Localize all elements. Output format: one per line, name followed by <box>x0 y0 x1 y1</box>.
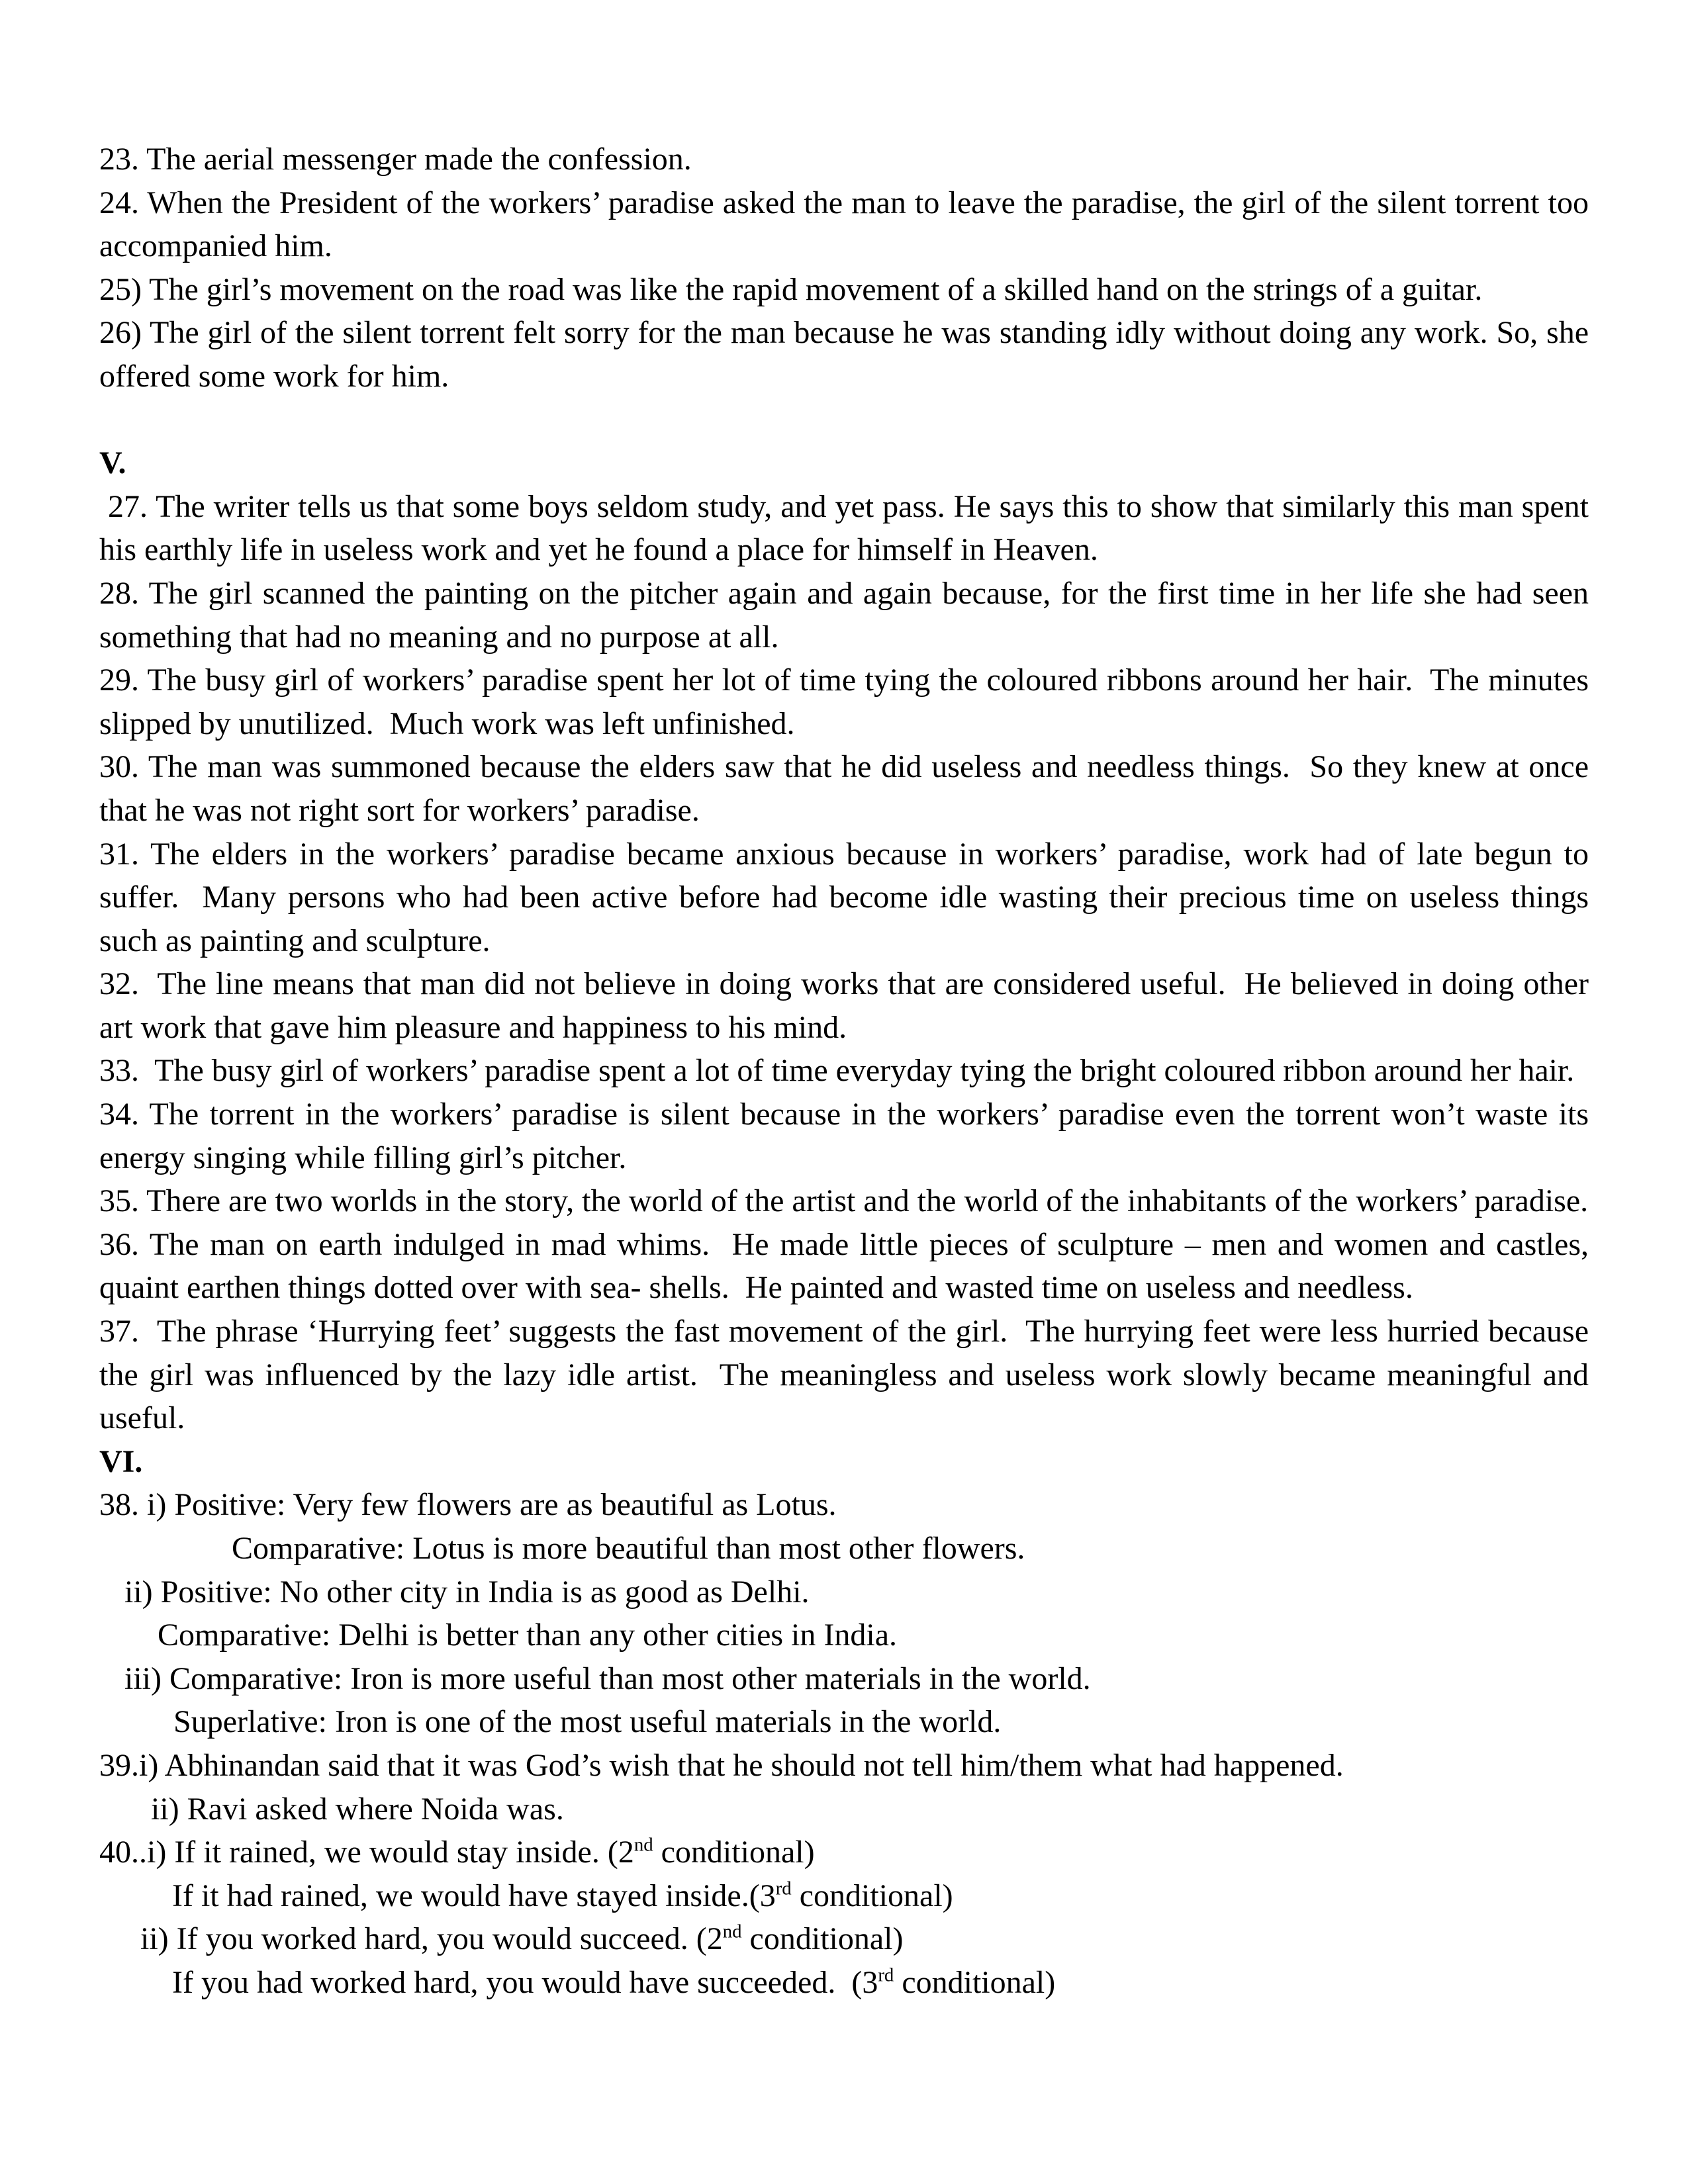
ordinal-suffix: rd <box>878 1964 894 1986</box>
answer-29: 29. The busy girl of workers’ paradise spent her lot of time tying the coloured ribbons around her hair. The minutes slipped by unutilized. Much work was left unfinished. <box>99 662 1597 741</box>
answer-38-i-positive: 38. i) Positive: Very few flowers are as beautiful as Lotus. <box>99 1487 837 1523</box>
answer-39-i: 39.i) Abhinandan said that it was God’s wish that he should not tell him/them what had happened. <box>99 1747 1344 1783</box>
answer-38-ii-comparative: Comparative: Delhi is better than any other cities in India. <box>158 1617 898 1653</box>
answer-28: 28. The girl scanned the painting on the pitcher again and again because, for the first time in her life she had seen something that had no meaning and no purpose at all. <box>99 575 1589 655</box>
answer-34: 34. The torrent in the workers’ paradise is silent because in the workers’ paradise even the torrent won’t waste its energy singing while filling girl’s pitcher. <box>99 1097 1589 1175</box>
section-vi-heading: VI. <box>99 1443 143 1479</box>
answer-39-ii: ii) Ravi asked where Noida was. <box>151 1791 564 1827</box>
sentence-text: If you had worked hard, you would have succeeded. (3 <box>172 1964 878 2000</box>
ordinal-suffix: nd <box>722 1921 742 1943</box>
answer-38-ii-positive: ii) Positive: No other city in India is as good as Delhi. <box>124 1574 810 1610</box>
sentence-text: conditional) <box>791 1878 953 1913</box>
sentence-text: If it had rained, we would have stayed inside.(3 <box>172 1878 776 1913</box>
section-v-heading: V. <box>99 445 126 481</box>
sentence-text: conditional) <box>653 1835 815 1870</box>
answer-40-i-third-conditional <box>99 1874 1589 1918</box>
answer-38-iii-superlative: Superlative: Iron is one of the most useful materials in the world. <box>173 1704 1002 1740</box>
answer-37: 37. The phrase ‘Hurrying feet’ suggests the fast movement of the girl. The hurrying feet were less hurried because the girl was influenced by the lazy idle artist. The meaningless and useless work slowly became meaningful and useful. <box>99 1314 1597 1436</box>
sentence-text: conditional) <box>741 1921 904 1957</box>
answer-38-iii-comparative: iii) Comparative: Iron is more useful than most other materials in the world. <box>124 1661 1091 1696</box>
answer-40-i-second-conditional <box>99 1831 1589 1874</box>
answer-27: 27. The writer tells us that some boys seldom study, and yet pass. He says this to show that similarly this man spent his earthly life in useless work and yet he found a place for himself in Heaven. <box>99 488 1597 568</box>
answer-23: 23. The aerial messenger made the confession. <box>99 142 692 177</box>
sentence-text: ii) If you worked hard, you would succeed. (2 <box>140 1921 723 1957</box>
ordinal-suffix: nd <box>633 1834 653 1856</box>
answer-30: 30. The man was summoned because the elders saw that he did useless and needless things. So they knew at once that he was not right sort for workers’ paradise. <box>99 749 1597 828</box>
answer-24: 24. When the President of the workers’ paradise asked the man to leave the paradise, the girl of the silent torrent too accompanied him. <box>99 185 1589 264</box>
answer-32: 32. The line means that man did not believe in doing works that are considered useful. He believed in doing other art work that gave him pleasure and happiness to his mind. <box>99 966 1597 1045</box>
answer-33: 33. The busy girl of workers’ paradise spent a lot of time everyday tying the bright coloured ribbon around her hair. <box>99 1053 1575 1089</box>
answer-key-content <box>99 138 1597 2005</box>
answer-25: 25) The girl’s movement on the road was like the rapid movement of a skilled hand on the strings of a guitar. <box>99 271 1483 307</box>
ordinal-suffix: rd <box>775 1878 792 1899</box>
answer-26: 26) The girl of the silent torrent felt sorry for the man because he was standing idly without doing any work. So, she offered some work for him. <box>99 315 1589 394</box>
answer-40-ii-second-conditional <box>99 1917 1589 1961</box>
answer-35: 35. There are two worlds in the story, the world of the artist and the world of the inhabitants of the workers’ paradise. <box>99 1183 1589 1219</box>
answer-31: 31. The elders in the workers’ paradise became anxious because in workers’ paradise, work had of late begun to suffer. Many persons who had been active before had become idle wasting their precious time on useless things such as painting and sculpture. <box>99 836 1597 958</box>
sentence-text: 40..i) If it rained, we would stay inside. (2 <box>99 1835 634 1870</box>
answer-36: 36. The man on earth indulged in mad whims. He made little pieces of sculpture – men and women and castles, quaint earthen things dotted over with sea- shells. He painted and wasted time on useless and needless. <box>99 1226 1597 1306</box>
spacer <box>99 398 1589 442</box>
answer-40-ii-third-conditional <box>99 1961 1589 2005</box>
sentence-text: conditional) <box>894 1964 1056 2000</box>
answer-38-i-comparative: Comparative: Lotus is more beautiful than most other flowers. <box>232 1531 1025 1566</box>
